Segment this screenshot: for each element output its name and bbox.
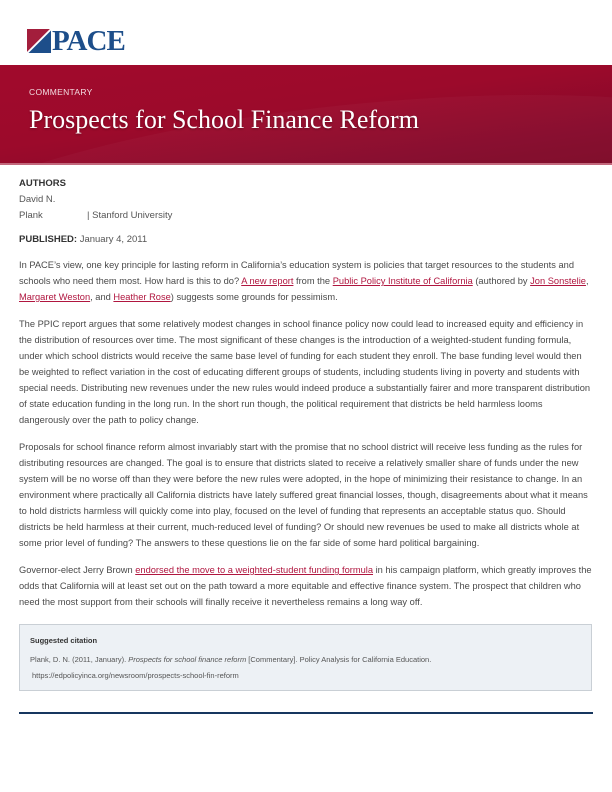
text: In PACE’s view, one key principle for lasting reform in California’s education system is policies that target resources to the students and schools who need them most. How hard is this to do?: [19, 260, 574, 286]
citation-text: [30, 655, 431, 664]
pace-logo-mark-icon: [27, 29, 51, 53]
text: ,: [585, 276, 589, 286]
footer-divider: [19, 712, 593, 714]
text: (authored by: [472, 276, 531, 286]
link-ppic[interactable]: Public Policy Institute of California: [332, 276, 473, 286]
pace-logo-text: PACE: [52, 25, 125, 57]
paragraph-4: [19, 562, 594, 610]
text: from the: [293, 276, 333, 286]
text: , and: [90, 292, 114, 302]
author-affiliation: | Stanford University: [87, 210, 173, 221]
content-type-label: COMMENTARY: [29, 87, 93, 97]
pace-logo[interactable]: [27, 25, 125, 57]
title-banner: [0, 65, 612, 163]
suggested-citation-box: [19, 624, 592, 691]
citation-work-title: Prospects for school finance reform: [128, 655, 247, 664]
citation-url[interactable]: https://edpolicyinca.org/newsroom/prospects-school-fin-reform: [32, 671, 239, 680]
article-body: [19, 257, 594, 621]
paragraph-1: [19, 257, 594, 305]
text: in his campaign platform, which greatly improves the odds that California will at least set out on the path toward a more equitable and effective finance system. The prospect that children who need the most support from their schools will finally receive it nevertheless remains a long way off.: [19, 565, 592, 607]
text: Governor-elect Jerry Brown: [19, 565, 136, 575]
link-heather-rose[interactable]: Heather Rose: [113, 292, 171, 302]
link-jon-sonstelie[interactable]: Jon Sonstelie: [530, 276, 586, 286]
published-date: [19, 234, 147, 245]
link-weighted-student-funding[interactable]: endorsed the move to a weighted-student funding formula: [135, 565, 373, 575]
authors-section: [19, 176, 172, 224]
published-value: January 4, 2011: [79, 234, 148, 245]
authors-label: AUTHORS: [19, 178, 66, 189]
banner-bottom-rule: [0, 163, 612, 165]
page-title: Prospects for School Finance Reform: [29, 105, 419, 134]
paragraph-2: The PPIC report argues that some relatively modest changes in school finance policy now could lead to increased equity and efficiency in the distribution of resources over time. The most significant of these changes is the introduction of a weighted-student funding formula, under which school districts would receive the same base level of funding for each student they enroll. The base funding level would then be weighted to reflect variation in the cost of educating different groups of students, including students living in poverty and students with special needs. Distributing new revenues under the new rules would indeed produce a substantially fairer and more transparent distribution of state education funding in the long run. In the short run though, the political requirement that districts be held harmless looms dangerously over the path to policy change.: [19, 319, 591, 425]
link-new-report[interactable]: A new report: [241, 276, 294, 286]
citation-prefix: Plank, D. N. (2011, January).: [30, 655, 129, 664]
author-last-name[interactable]: Plank: [19, 210, 43, 221]
author-row: [19, 208, 172, 224]
citation-heading: Suggested citation: [30, 636, 98, 645]
published-label: PUBLISHED:: [19, 234, 78, 245]
citation-suffix: [Commentary]. Policy Analysis for California Education.: [246, 655, 432, 664]
author-first-name[interactable]: David N.: [19, 194, 56, 205]
text: ) suggests some grounds for pessimism.: [170, 292, 338, 302]
paragraph-3: Proposals for school finance reform almost invariably start with the promise that no school district will receive less funding as the rules for distributing resources are changed. The goal is to ensure that districts slated to receive a relatively smaller share of funds under the new system will be no worse off than they were before the new rules were adopted, in the hope of minimizing their resistance to change. In an environment where practically all California districts have lately suffered great financial losses, though, disagreements about what it means to hold districts harmless will quickly come into play, focused on the level of funding that represents an acceptable status quo. Should districts be held harmless at their current, much-reduced level of funding? Or should new revenues be used to make all districts whole at some prior level of funding? The answers to these questions lie on the far side of some hard political bargaining.: [19, 442, 588, 548]
link-margaret-weston[interactable]: Margaret Weston: [19, 292, 91, 302]
